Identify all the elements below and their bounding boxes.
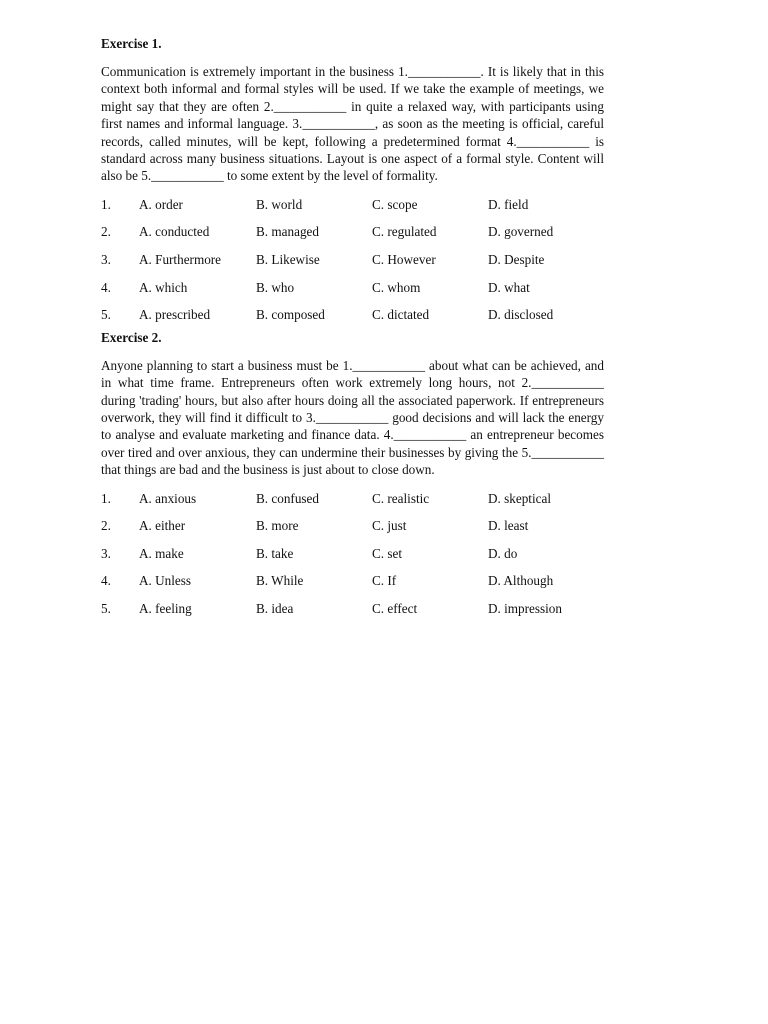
question-number: 3.: [101, 545, 111, 561]
option-a: A. order: [139, 196, 183, 212]
option-d: D. governed: [488, 224, 554, 240]
option-d: D. impression: [488, 601, 562, 617]
option-c: C. If: [372, 573, 397, 589]
question-number: 4.: [101, 279, 111, 295]
option-b: B. confused: [256, 490, 319, 506]
question-number: 2.: [101, 518, 111, 534]
question-row: [101, 567, 604, 595]
exercise-passage: Anyone planning to start a business must be 1.___________ about what can be achieved, and in what time frame. Entrepreneurs often work extremely long hours, not 2.___________ during 'trading' hours, but also after hours doing all the associated paperwork. If entrepreneurs overwork, they will find it difficult to 3.___________ good decisions and will lack the energy to analyse and evaluate marketing and finance data. 4.___________ an entrepreneur becomes over tired and over anxious, they can undermine their businesses by giving the 5.___________ that things are bad and the business is just about to close down.: [101, 357, 604, 478]
option-a: A. Furthermore: [139, 252, 222, 268]
option-b: B. more: [256, 518, 299, 534]
option-b: B. who: [256, 279, 295, 295]
option-a: A. either: [139, 518, 186, 534]
exercise-title: Exercise 1.: [101, 36, 162, 51]
option-b: B. take: [256, 545, 294, 561]
option-b: B. composed: [256, 307, 325, 323]
option-c: C. However: [372, 252, 436, 268]
question-row: [101, 246, 604, 274]
question-number: 5.: [101, 307, 111, 323]
option-b: B. world: [256, 196, 303, 212]
exercise-passage: Communication is extremely important in the business 1.___________. It is likely that in this context both informal and formal styles will be used. If we take the example of meetings, we might say that they are often 2.___________ in quite a relaxed way, with participants using first names and informal language. 3.___________, as soon as the meeting is official, careful records, called minutes, will be kept, following a predetermined format 4.___________ is standard across many business situations. Layout is one aspect of a formal style. Content will also be 5.___________ to some extent by the level of formality.: [101, 64, 604, 184]
exercise-title: Exercise 2.: [101, 329, 162, 345]
option-c: C. just: [372, 518, 407, 534]
option-c: C. regulated: [372, 224, 437, 240]
option-d: D. Although: [488, 573, 554, 589]
question-number: 3.: [101, 252, 111, 268]
option-a: A. prescribed: [139, 307, 211, 323]
question-number: 1.: [101, 490, 111, 506]
option-a: A. feeling: [139, 601, 192, 617]
option-d: D. skeptical: [488, 490, 551, 506]
option-b: B. Likewise: [256, 252, 320, 268]
question-row: [101, 485, 604, 513]
question-row: [101, 191, 604, 219]
option-c: C. scope: [372, 196, 418, 212]
option-b: B. managed: [256, 224, 319, 240]
document-content: [101, 35, 604, 623]
question-row: [101, 301, 604, 329]
option-b: B. While: [256, 573, 304, 589]
option-d: D. what: [488, 279, 530, 295]
option-d: D. least: [488, 518, 529, 534]
question-row: [101, 218, 604, 246]
question-number: 4.: [101, 573, 111, 589]
question-row: [101, 274, 604, 302]
question-row: [101, 540, 604, 568]
question-number: 1.: [101, 196, 111, 212]
exercise-2: [101, 329, 604, 623]
option-c: C. effect: [372, 601, 418, 617]
option-d: D. Despite: [488, 252, 545, 268]
option-a: A. which: [139, 279, 188, 295]
exercise-1: [101, 35, 604, 329]
option-a: A. conducted: [139, 224, 210, 240]
option-d: D. disclosed: [488, 307, 554, 323]
options-list: [101, 191, 604, 329]
option-a: A. make: [139, 545, 184, 561]
option-d: D. field: [488, 196, 529, 212]
options-list: [101, 485, 604, 623]
option-a: A. anxious: [139, 490, 197, 506]
option-d: D. do: [488, 545, 518, 561]
option-c: C. realistic: [372, 490, 430, 506]
question-number: 5.: [101, 601, 111, 617]
option-c: C. whom: [372, 279, 421, 295]
option-a: A. Unless: [139, 573, 192, 589]
option-c: C. set: [372, 545, 403, 561]
question-row: [101, 512, 604, 540]
option-c: C. dictated: [372, 307, 430, 323]
question-number: 2.: [101, 224, 111, 240]
option-b: B. idea: [256, 601, 294, 617]
question-row: [101, 595, 604, 623]
